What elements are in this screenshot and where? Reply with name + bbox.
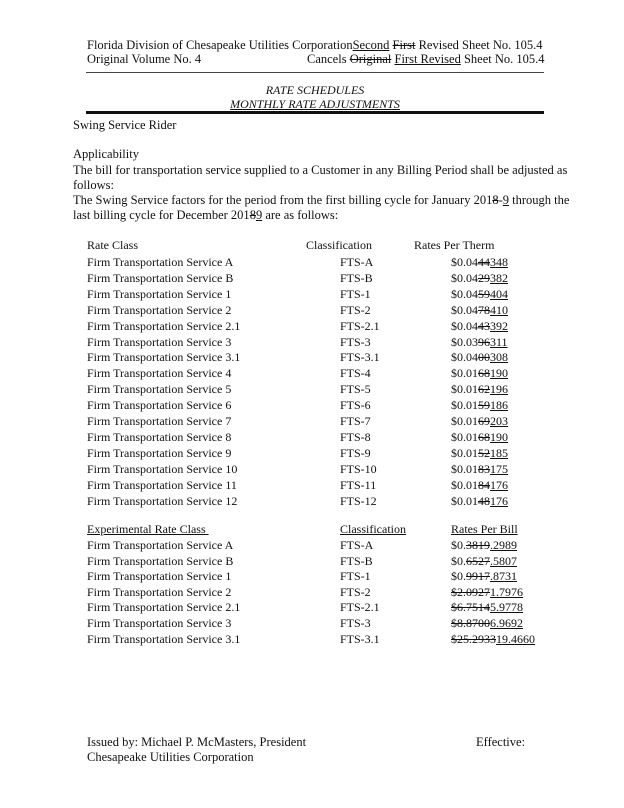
rate-new: 190 — [490, 366, 508, 381]
rate-new: 196 — [490, 382, 508, 397]
rate-old: $8.8700 — [451, 616, 490, 630]
title-divider — [86, 111, 544, 114]
rate-old: 69 — [478, 414, 490, 428]
row-classification: FTS-1 — [340, 569, 371, 584]
t2-header-rate-class-text: Experimental Rate Class — [87, 522, 206, 536]
rate-new: 175 — [490, 461, 508, 476]
cancels-old: Original — [349, 52, 392, 66]
rate-new: 186 — [490, 398, 508, 413]
rate-old: 48 — [478, 493, 490, 508]
t2-header-rate-class — [87, 522, 238, 536]
row-rate — [451, 478, 508, 492]
para2-line2 — [73, 208, 338, 223]
para2-l2-text: last billing cycle for December 201 — [73, 208, 250, 222]
rate-prefix: $0.04 — [451, 302, 478, 317]
rate-new: 190 — [490, 429, 508, 444]
title-monthly-text: MONTHLY RATE ADJUSTMENTS — [230, 97, 400, 111]
row-classification: FTS-1 — [340, 286, 371, 301]
row-classification: FTS-10 — [340, 461, 377, 476]
rate-prefix: $0.01 — [451, 366, 478, 381]
rate-old: 44 — [478, 255, 490, 269]
para2-l1-sep: - — [498, 193, 503, 207]
rate-prefix: $0.01 — [451, 445, 478, 460]
row-rate — [451, 414, 508, 428]
rate-old: 00 — [478, 350, 490, 365]
row-rate-class: Firm Transportation Service 10 — [87, 461, 238, 476]
rate-prefix: $0. — [451, 569, 466, 584]
title-monthly-adjustments — [86, 97, 544, 111]
rate-old: 9917 — [466, 569, 490, 584]
row-rate-class: Firm Transportation Service A — [87, 538, 234, 552]
header-line-1 — [87, 38, 543, 53]
para2-l2-old: 8 — [249, 208, 256, 222]
rate-new: 176 — [490, 477, 508, 492]
rate-old: 68 — [478, 429, 490, 444]
footer-company: Chesapeake Utilities Corporation — [87, 750, 254, 764]
rate-old: 68 — [478, 366, 490, 381]
t1-header-classification: Classification — [306, 238, 372, 252]
rate-new: 404 — [490, 286, 508, 301]
rate-prefix: $0.01 — [451, 493, 478, 508]
row-rate — [451, 446, 508, 460]
row-classification: FTS-B — [340, 270, 373, 285]
row-rate — [451, 538, 517, 552]
row-rate-class: Firm Transportation Service 9 — [87, 445, 232, 460]
row-rate — [451, 554, 517, 568]
rate-new: .2989 — [490, 538, 517, 552]
rate-new: 348 — [490, 255, 508, 269]
row-rate-class: Firm Transportation Service 3.1 — [87, 350, 241, 365]
row-rate — [451, 287, 508, 301]
rate-new: 1.7976 — [490, 584, 523, 599]
row-rate — [451, 271, 508, 285]
row-rate — [451, 303, 508, 317]
row-classification: FTS-6 — [340, 398, 371, 413]
rate-old: $2.0927 — [451, 584, 490, 599]
rate-old: 3819 — [466, 538, 490, 552]
row-classification: FTS-3.1 — [340, 350, 380, 365]
row-rate-class: Firm Transportation Service 2.1 — [87, 600, 241, 615]
row-classification: FTS-9 — [340, 445, 371, 460]
rate-old: $6.7514 — [451, 600, 490, 615]
rate-old: $25.2933 — [451, 631, 496, 646]
row-classification: FTS-B — [340, 553, 373, 568]
row-rate-class: Firm Transportation Service 4 — [87, 366, 232, 381]
row-classification: FTS-2.1 — [340, 600, 380, 615]
rate-old: 59 — [478, 286, 490, 301]
rate-prefix: $0.04 — [451, 255, 478, 269]
row-classification: FTS-3 — [340, 616, 371, 630]
row-rate-class: Firm Transportation Service 3 — [87, 616, 232, 630]
rate-old: 78 — [478, 302, 490, 317]
t2-header-rates-text: Rates Per Bill — [451, 522, 518, 536]
t1-header-rates: Rates Per Therm — [414, 238, 495, 252]
row-rate — [451, 350, 508, 364]
row-rate — [451, 335, 508, 349]
rate-prefix: $0. — [451, 553, 466, 568]
para1-line2: follows: — [73, 178, 114, 192]
rate-old: 6527 — [466, 553, 490, 568]
row-rate — [451, 366, 508, 380]
rate-new: 382 — [490, 270, 508, 285]
rate-old: 29 — [478, 270, 490, 285]
rate-new: 5.9778 — [490, 600, 523, 615]
header-revision-old: First — [392, 38, 416, 52]
t2-header-classification — [340, 522, 406, 536]
footer-effective: Effective: — [476, 735, 526, 749]
rate-prefix: $0.01 — [451, 429, 478, 444]
rate-new: 6.9692 — [490, 616, 523, 630]
row-rate-class: Firm Transportation Service 3.1 — [87, 631, 241, 646]
row-classification: FTS-7 — [340, 414, 371, 428]
row-classification: FTS-12 — [340, 493, 377, 508]
row-rate-class: Firm Transportation Service 3 — [87, 334, 232, 349]
row-rate-class: Firm Transportation Service 1 — [87, 286, 232, 301]
row-rate — [451, 462, 508, 476]
rate-prefix: $0.01 — [451, 382, 478, 397]
row-classification: FTS-A — [340, 255, 374, 269]
rate-prefix: $0.04 — [451, 270, 478, 285]
para2-l1-new: 9 — [502, 193, 509, 207]
row-rate-class: Firm Transportation Service 6 — [87, 398, 232, 413]
rate-new: 308 — [490, 350, 508, 365]
row-rate — [451, 616, 523, 630]
row-rate — [451, 494, 508, 508]
header-divider — [86, 72, 544, 73]
row-rate-class: Firm Transportation Service 11 — [87, 477, 237, 492]
header-company: Florida Division of Chesapeake Utilities Corporation — [87, 38, 353, 52]
header-volume: Original Volume No. 4 — [87, 52, 202, 66]
row-rate-class: Firm Transportation Service 12 — [87, 493, 238, 508]
rate-new: 176 — [490, 493, 508, 508]
rate-prefix: $0. — [451, 538, 466, 552]
rate-new: .8731 — [490, 569, 517, 584]
row-rate-class: Firm Transportation Service B — [87, 553, 234, 568]
para2-l2-tail: are as follows: — [262, 208, 339, 222]
row-rate — [451, 569, 517, 583]
t2-header-classification-text: Classification — [340, 522, 406, 536]
rate-prefix: $0.04 — [451, 318, 478, 333]
row-classification: FTS-11 — [340, 477, 377, 492]
row-classification: FTS-5 — [340, 382, 371, 397]
rate-old: 43 — [478, 318, 490, 333]
para2-l1-old: 8 — [492, 193, 499, 207]
cancels-label: Cancels — [307, 52, 347, 66]
rate-old: 96 — [478, 334, 490, 349]
rate-new: 203 — [490, 414, 508, 428]
row-rate-class: Firm Transportation Service 2 — [87, 302, 232, 317]
row-classification: FTS-4 — [340, 366, 371, 381]
row-classification: FTS-A — [340, 538, 374, 552]
para2-l2-new: 9 — [255, 208, 263, 222]
rate-prefix: $0.01 — [451, 477, 478, 492]
title-rate-schedules: RATE SCHEDULES — [265, 83, 365, 97]
row-classification: FTS-2 — [340, 302, 371, 317]
row-rate-class: Firm Transportation Service 2.1 — [87, 318, 241, 333]
cancels-sheet: Sheet No. 105.4 — [463, 52, 545, 66]
applicability-heading: Applicability — [73, 147, 139, 161]
row-rate — [451, 600, 523, 614]
row-rate — [451, 585, 523, 599]
row-classification: FTS-2.1 — [340, 318, 380, 333]
row-rate — [451, 382, 508, 396]
t1-header-rate-class: Rate Class — [87, 238, 138, 252]
row-rate-class: Firm Transportation Service A — [87, 255, 234, 269]
rate-prefix: $0.01 — [451, 398, 478, 413]
row-rate — [451, 255, 508, 269]
para2-line1 — [73, 193, 569, 208]
row-rate-class: Firm Transportation Service 7 — [87, 414, 232, 428]
rate-old: 59 — [478, 398, 490, 413]
row-rate-class: Firm Transportation Service 5 — [87, 382, 232, 397]
row-rate — [451, 632, 535, 646]
row-rate-class: Firm Transportation Service 1 — [87, 569, 232, 584]
para2-l1-tail: through the — [509, 193, 570, 207]
footer-issued-by: Issued by: Michael P. McMasters, President — [87, 735, 307, 749]
row-classification: FTS-3.1 — [340, 631, 380, 646]
rate-new: 311 — [490, 334, 508, 349]
header-sheet: Revised Sheet No. 105.4 — [418, 38, 543, 52]
row-classification: FTS-8 — [340, 429, 371, 444]
header-cancels-line — [307, 52, 545, 67]
header-revision-new: Second — [352, 38, 390, 52]
rate-old: 84 — [478, 477, 490, 492]
para1-line1: The bill for transportation service supplied to a Customer in any Billing Period shall be adjusted as — [73, 163, 568, 177]
rate-prefix: $0.04 — [451, 350, 478, 365]
row-rate-class: Firm Transportation Service 8 — [87, 429, 232, 444]
rate-new: 185 — [490, 445, 508, 460]
rate-prefix: $0.01 — [451, 414, 478, 428]
row-classification: FTS-2 — [340, 584, 371, 599]
row-rate-class: Firm Transportation Service 2 — [87, 584, 232, 599]
rate-old: 83 — [478, 461, 490, 476]
rate-old: 62 — [478, 382, 490, 397]
row-classification: FTS-3 — [340, 334, 371, 349]
rate-prefix: $0.03 — [451, 334, 478, 349]
t2-header-rates — [451, 522, 518, 536]
rate-old: 52 — [478, 445, 490, 460]
rate-prefix: $0.04 — [451, 286, 478, 301]
rate-new: 410 — [490, 302, 508, 317]
rate-new: 19.4660 — [496, 631, 535, 646]
cancels-new: First Revised — [394, 52, 461, 66]
rate-new: .5807 — [490, 553, 517, 568]
rate-prefix: $0.01 — [451, 461, 478, 476]
para2-l1-text: The Swing Service factors for the period from the first billing cycle for January 201 — [73, 193, 493, 207]
rate-new: 392 — [490, 318, 508, 333]
row-rate-class: Firm Transportation Service B — [87, 270, 234, 285]
row-rate — [451, 319, 508, 333]
row-rate — [451, 398, 508, 412]
rider-title: Swing Service Rider — [73, 118, 177, 132]
row-rate — [451, 430, 508, 444]
